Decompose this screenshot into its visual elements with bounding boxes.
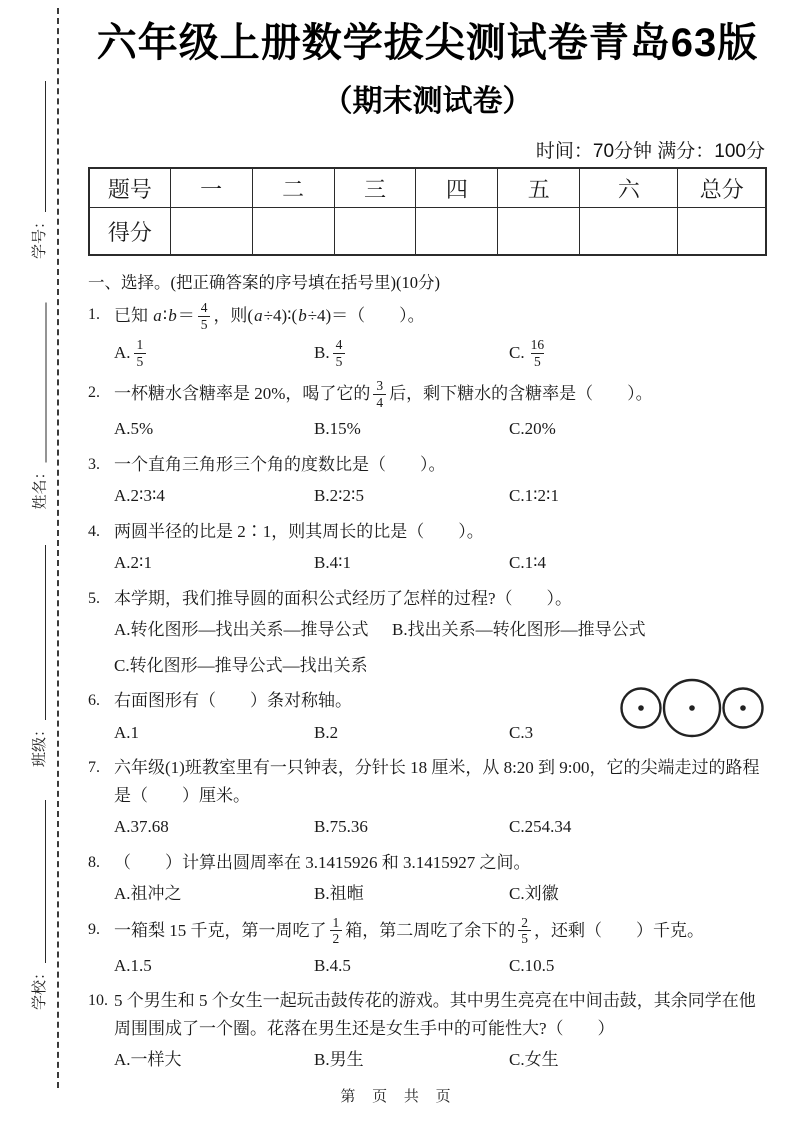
score-cell (580, 208, 678, 256)
option (314, 814, 509, 840)
question-text (114, 754, 767, 809)
option-label: A. (114, 553, 131, 573)
score-table-header-cell: 一 (170, 168, 252, 208)
time-and-score-info: 时间：70分钟 满分：100分 (535, 141, 765, 162)
text-segment: （ ）计算出圆周率在 3.1415926 和 3.1415927 之间。 (114, 852, 531, 872)
option-label: B. (314, 342, 330, 362)
question-stem (88, 379, 767, 411)
school-label: 学校： (32, 964, 48, 1010)
option-label: C. (509, 1050, 525, 1070)
question-stem (88, 987, 767, 1042)
text-segment: 已知 (114, 305, 153, 325)
class-field (27, 545, 49, 767)
option (509, 1047, 767, 1073)
score-table-header-row (89, 168, 766, 208)
options-row (88, 416, 767, 442)
option-label: B. (314, 955, 330, 975)
text-segment: ÷4)∶( (263, 305, 298, 325)
text-segment: 男生 (329, 1050, 364, 1070)
page-subtitle: （期末测试卷） (322, 85, 533, 118)
option-label: A. (114, 722, 131, 742)
question-stem (88, 585, 767, 613)
question (88, 849, 767, 907)
option-label: C. (114, 655, 130, 675)
options-row (88, 953, 767, 979)
question-number: 2. (88, 384, 100, 402)
option-label: C. (509, 955, 525, 975)
fraction (330, 915, 343, 947)
text-segment: 箱，第二周吃了余下的 (345, 920, 516, 940)
option-label: B. (314, 722, 330, 742)
option (509, 881, 767, 907)
question-number: 7. (88, 759, 100, 777)
question-stem (88, 451, 767, 479)
text-segment: 后，剩下糖水的含糖率是（ ）。 (389, 383, 653, 403)
text-segment: 4.5 (329, 955, 351, 975)
text-segment: 1 (130, 722, 140, 742)
text-segment: 一杯糖水含糖率是 20%，喝了它的 (114, 383, 371, 403)
student-name-field (28, 303, 50, 510)
text-segment: 一样大 (130, 1050, 182, 1070)
option-label: A. (114, 817, 131, 837)
score-table-score-row (89, 208, 766, 256)
option (314, 550, 509, 576)
question-stem (88, 301, 767, 333)
option-label: A. (114, 1050, 131, 1070)
page-title: 六年级上册数学拔尖测试卷青岛63版 (96, 21, 759, 65)
text-segment: 5 个男生和 5 个女生一起玩击鼓传花的游戏。其中男生亮亮在中间击鼓，其余同学在他周围围成了一个圈。花落在男生还是女生手中的可能性大?（ ） (114, 991, 756, 1038)
score-cell (498, 208, 580, 256)
left-margin-strip (0, 0, 88, 1122)
school-blank-line (45, 800, 46, 963)
text-segment: 2∶1 (130, 553, 152, 573)
option-label: A. (114, 486, 131, 506)
fraction (198, 300, 211, 332)
text-segment: 女生 (524, 1050, 559, 1070)
text-segment: 2 (329, 722, 339, 742)
text-segment: 本学期，我们推导圆的面积公式经历了怎样的过程?（ ）。 (114, 588, 573, 608)
options-row (88, 550, 767, 576)
question (88, 518, 767, 576)
text-segment: ÷4)＝（ ）。 (307, 305, 425, 325)
option (114, 550, 314, 576)
option (114, 881, 314, 907)
question (88, 379, 767, 442)
text-segment: ∶ (162, 305, 168, 325)
question-text (114, 451, 767, 479)
text-segment: 转化图形—找出关系—推导公式 (130, 620, 369, 640)
student-name-label: 姓名： (32, 464, 49, 510)
option (114, 653, 392, 679)
question-text (114, 849, 767, 877)
option (114, 720, 314, 746)
option (509, 814, 767, 840)
question-text (114, 379, 767, 411)
option-label: C. (509, 553, 525, 573)
fraction (134, 337, 147, 369)
math-variable: b (168, 305, 177, 325)
fraction-numerator: 4 (200, 300, 208, 315)
text-segment: 20% (524, 419, 556, 439)
text-segment: 5% (130, 419, 154, 439)
question-stem (88, 916, 767, 948)
question (88, 987, 767, 1073)
fraction-numerator: 1 (332, 914, 340, 930)
questions-list (88, 301, 767, 1073)
option (314, 1047, 509, 1073)
text-segment: 10.5 (524, 955, 555, 975)
text-segment: 1∶2∶1 (524, 486, 559, 506)
question (88, 301, 767, 370)
question-text (114, 916, 767, 948)
text-segment: 2∶2∶5 (329, 486, 364, 506)
option (509, 338, 767, 370)
options-row (88, 1047, 767, 1073)
student-id-label: 学号： (32, 213, 48, 259)
question-text (114, 518, 767, 546)
fraction-denominator: 5 (333, 353, 346, 370)
option (314, 881, 509, 907)
option-label: B. (314, 884, 330, 904)
student-id-blank-line (45, 81, 46, 212)
score-table-header-cell: 三 (334, 168, 416, 208)
score-cell (678, 208, 766, 256)
score-table-header-cell: 六 (580, 168, 678, 208)
option-label: C. (509, 817, 525, 837)
math-variable: a (254, 305, 263, 325)
fraction-denominator: 5 (531, 353, 544, 370)
fraction-denominator: 4 (373, 394, 386, 411)
paper-content (88, 0, 767, 1082)
score-table-header-cell: 题号 (89, 168, 170, 208)
options-row (88, 617, 767, 678)
class-blank-line (45, 545, 46, 720)
options-row (88, 814, 767, 840)
text-segment: 4∶1 (329, 553, 352, 573)
options-row (88, 338, 767, 370)
fraction-numerator: 3 (376, 378, 384, 394)
text-segment: 254.34 (524, 817, 572, 837)
question-stem (88, 518, 767, 546)
question (88, 916, 767, 979)
score-table-header-cell: 五 (498, 168, 580, 208)
question-text (114, 585, 767, 613)
text-segment: 祖暅 (329, 884, 364, 904)
question-text (114, 987, 767, 1042)
text-segment: 两圆半径的比是 2∶1，则其周长的比是（ ）。 (114, 521, 484, 541)
option (509, 953, 767, 979)
option (509, 550, 767, 576)
question (88, 754, 767, 840)
student-id-field (27, 81, 49, 259)
option (314, 720, 509, 746)
page-footer: 第 页 共 页 (340, 1089, 453, 1105)
option (114, 338, 314, 370)
option (509, 483, 767, 509)
fraction (518, 915, 531, 947)
fraction-numerator: 16 (530, 337, 545, 353)
option (314, 416, 509, 442)
option-label: A. (114, 955, 131, 975)
question-number: 10. (88, 992, 108, 1010)
text-segment: 一个直角三角形三个角的度数比是（ ）。 (114, 454, 446, 474)
question-number: 5. (88, 589, 100, 607)
question-number: 3. (88, 455, 100, 473)
options-row (88, 881, 767, 907)
text-segment: 一箱梨 15 千克，第一周吃了 (114, 920, 327, 940)
text-segment: 1∶4 (524, 553, 547, 573)
text-segment: 1.5 (130, 955, 152, 975)
text-segment: 75.36 (329, 817, 368, 837)
text-segment: 2∶3∶4 (130, 486, 165, 506)
text-segment: 37.68 (130, 817, 169, 837)
text-segment: ，还剩（ ）千克。 (534, 920, 704, 940)
option (509, 416, 767, 442)
three-circles-figure (617, 675, 767, 741)
question-number: 4. (88, 522, 100, 540)
option-label: B. (314, 419, 330, 439)
fraction-denominator: 5 (134, 353, 147, 370)
question (88, 687, 767, 745)
text-segment: ，则( (213, 305, 254, 325)
fraction (333, 337, 346, 369)
option-label: B. (314, 553, 330, 573)
question-stem (88, 754, 767, 809)
question-text (114, 301, 767, 333)
question-number: 1. (88, 306, 100, 323)
option-label: B. (314, 817, 330, 837)
question (88, 585, 767, 679)
text-segment: 3 (524, 722, 534, 742)
text-segment: 找出关系—转化图形—推导公式 (407, 620, 646, 640)
score-table-header-cell: 二 (252, 168, 334, 208)
question-number: 9. (88, 920, 100, 938)
text-segment: 刘徽 (524, 884, 559, 904)
option (114, 617, 392, 643)
score-cell (170, 208, 252, 256)
fraction-denominator: 5 (518, 930, 531, 947)
option (314, 338, 509, 370)
student-name-blank-line (46, 303, 47, 463)
option (314, 953, 509, 979)
option (114, 416, 314, 442)
question-number: 8. (88, 853, 100, 871)
text-segment: ＝ (177, 305, 195, 325)
text-segment: 右面图形有（ ）条对称轴。 (114, 691, 352, 711)
fraction (528, 337, 548, 369)
option-label: C. (509, 419, 525, 439)
text-segment: 六年级(1)班教室里有一只钟表，分针长 18 厘米，从 8:20 到 9:00，它的尖端走过的路程是（ ）厘米。 (114, 758, 760, 805)
option-label: C. (509, 342, 525, 362)
options-row (88, 483, 767, 509)
score-table-header-cell: 四 (416, 168, 498, 208)
question (88, 451, 767, 509)
option (114, 1047, 314, 1073)
math-variable: b (298, 305, 307, 325)
score-table (88, 167, 767, 256)
fraction-numerator: 2 (521, 914, 528, 930)
fraction (373, 378, 386, 410)
option-label: C. (509, 884, 525, 904)
question-number: 6. (88, 692, 100, 710)
option-label: C. (509, 722, 525, 742)
option-label: A. (114, 620, 131, 640)
text-segment: 转化图形—推导公式—找出关系 (129, 655, 368, 675)
fraction-numerator: 4 (335, 337, 343, 353)
fold-dashed-line (57, 8, 59, 1088)
option (114, 953, 314, 979)
question-stem (88, 849, 767, 877)
option (392, 617, 767, 643)
text-segment: 祖冲之 (130, 884, 182, 904)
option-label: A. (114, 342, 131, 362)
option-label: A. (114, 419, 131, 439)
option-label: B. (392, 620, 408, 640)
option-label: B. (314, 1050, 330, 1070)
fraction-numerator: 1 (136, 337, 144, 353)
option (314, 483, 509, 509)
option (114, 814, 314, 840)
option-label: B. (314, 486, 330, 506)
class-label: 班级： (32, 721, 48, 767)
score-table-header-cell: 总分 (678, 168, 766, 208)
math-variable: a (153, 305, 162, 325)
option-label: A. (114, 884, 131, 904)
fraction-denominator: 5 (198, 316, 211, 333)
option-label: C. (509, 486, 525, 506)
score-cell (416, 208, 498, 256)
score-row-label: 得分 (89, 208, 170, 256)
fraction-denominator: 2 (330, 930, 343, 947)
option (114, 483, 314, 509)
section-one-heading: 一、选择。(把正确答案的序号填在括号里)(10分) (88, 273, 440, 292)
score-cell (334, 208, 416, 256)
score-cell (252, 208, 334, 256)
text-segment: 15% (329, 419, 361, 439)
school-field (27, 800, 49, 1010)
